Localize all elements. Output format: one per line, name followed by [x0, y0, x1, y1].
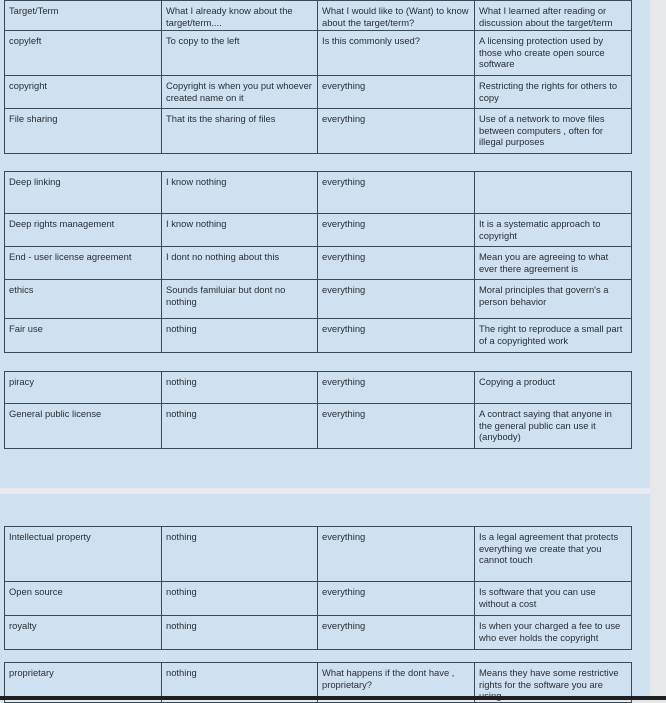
table-row	[5, 172, 632, 214]
want-cell: everything	[318, 214, 475, 247]
want-cell: everything	[318, 404, 475, 449]
learned-cell: Moral principles that govern's a person behavior	[475, 280, 632, 319]
table-row	[5, 404, 632, 449]
kwl-table-2	[4, 171, 632, 353]
know-cell: nothing	[162, 582, 318, 616]
want-cell: Is this commonly used?	[318, 31, 475, 76]
know-cell: nothing	[162, 663, 318, 703]
want-cell: everything	[318, 319, 475, 353]
table-row	[5, 247, 632, 280]
learned-cell: Is software that you can use without a cost	[475, 582, 632, 616]
table-row	[5, 76, 632, 109]
kwl-table-1	[4, 0, 632, 154]
know-cell: nothing	[162, 527, 318, 582]
term-cell: End - user license agreement	[5, 247, 162, 280]
learned-cell: A licensing protection used by those who create open source software	[475, 31, 632, 76]
learned-cell: Is when your charged a fee to use who ever holds the copyright	[475, 616, 632, 650]
term-cell: copyleft	[5, 31, 162, 76]
header-cell: Target/Term	[5, 1, 162, 31]
term-cell: General public license	[5, 404, 162, 449]
bottom-bar	[0, 696, 666, 700]
learned-cell: Use of a network to move files between computers , often for illegal purposes	[475, 109, 632, 154]
table-row	[5, 31, 632, 76]
want-cell: everything	[318, 527, 475, 582]
know-cell: nothing	[162, 372, 318, 404]
want-cell: everything	[318, 172, 475, 214]
know-cell: I know nothing	[162, 214, 318, 247]
learned-cell: Means they have some restrictive rights for the software you are	[475, 663, 632, 703]
know-cell: That its the sharing of files	[162, 109, 318, 154]
learned-cell: Mean you are agreeing to what ever there agreement is	[475, 247, 632, 280]
term-cell: Intellectual property	[5, 527, 162, 582]
header-cell: What I learned after reading or discussion about the target/term	[475, 1, 632, 31]
table-row	[5, 214, 632, 247]
want-cell: everything	[318, 247, 475, 280]
term-cell: Deep rights management	[5, 214, 162, 247]
want-cell: everything	[318, 616, 475, 650]
know-cell: Sounds familuiar but dont no nothing	[162, 280, 318, 319]
table-header-row	[5, 1, 632, 31]
know-cell: nothing	[162, 616, 318, 650]
learned-cell	[475, 172, 632, 214]
term-cell: Open source	[5, 582, 162, 616]
table-row	[5, 372, 632, 404]
want-cell: everything	[318, 109, 475, 154]
kwl-table-3	[4, 371, 632, 449]
table-row	[5, 109, 632, 154]
want-cell: everything	[318, 582, 475, 616]
learned-cell: Copying a product	[475, 372, 632, 404]
term-cell: Fair use	[5, 319, 162, 353]
know-cell: To copy to the left	[162, 31, 318, 76]
want-cell: everything	[318, 372, 475, 404]
table-row	[5, 280, 632, 319]
table-row	[5, 616, 632, 650]
know-cell: nothing	[162, 404, 318, 449]
want-cell: What happens if the dont have , proprietary?	[318, 663, 475, 703]
table-row	[5, 527, 632, 582]
learned-cell: Is a legal agreement that protects everything we create that you cannot touch	[475, 527, 632, 582]
learned-cell: Restricting the rights for others to copy	[475, 76, 632, 109]
vertical-scrollbar[interactable]	[650, 0, 666, 700]
know-cell: I know nothing	[162, 172, 318, 214]
know-cell: nothing	[162, 319, 318, 353]
learned-cell: The right to reproduce a small part of a copyrighted work	[475, 319, 632, 353]
term-cell: File sharing	[5, 109, 162, 154]
table-row	[5, 582, 632, 616]
know-cell: Copyright is when you put whoever created name on it	[162, 76, 318, 109]
learned-cell: A contract saying that anyone in the general public can use it (anybody)	[475, 404, 632, 449]
want-cell: everything	[318, 280, 475, 319]
learned-cell: It is a systematic approach to copyright	[475, 214, 632, 247]
term-cell: royalty	[5, 616, 162, 650]
know-cell: I dont no nothing about this	[162, 247, 318, 280]
header-cell: What I would like to (Want) to know about the target/term?	[318, 1, 475, 31]
want-cell: everything	[318, 76, 475, 109]
kwl-table-4	[4, 526, 632, 650]
header-cell: What I already know about the target/term....	[162, 1, 318, 31]
term-cell: Deep linking	[5, 172, 162, 214]
term-cell: proprietary	[5, 663, 162, 703]
term-cell: ethics	[5, 280, 162, 319]
table-row	[5, 319, 632, 353]
term-cell: piracy	[5, 372, 162, 404]
term-cell: copyright	[5, 76, 162, 109]
